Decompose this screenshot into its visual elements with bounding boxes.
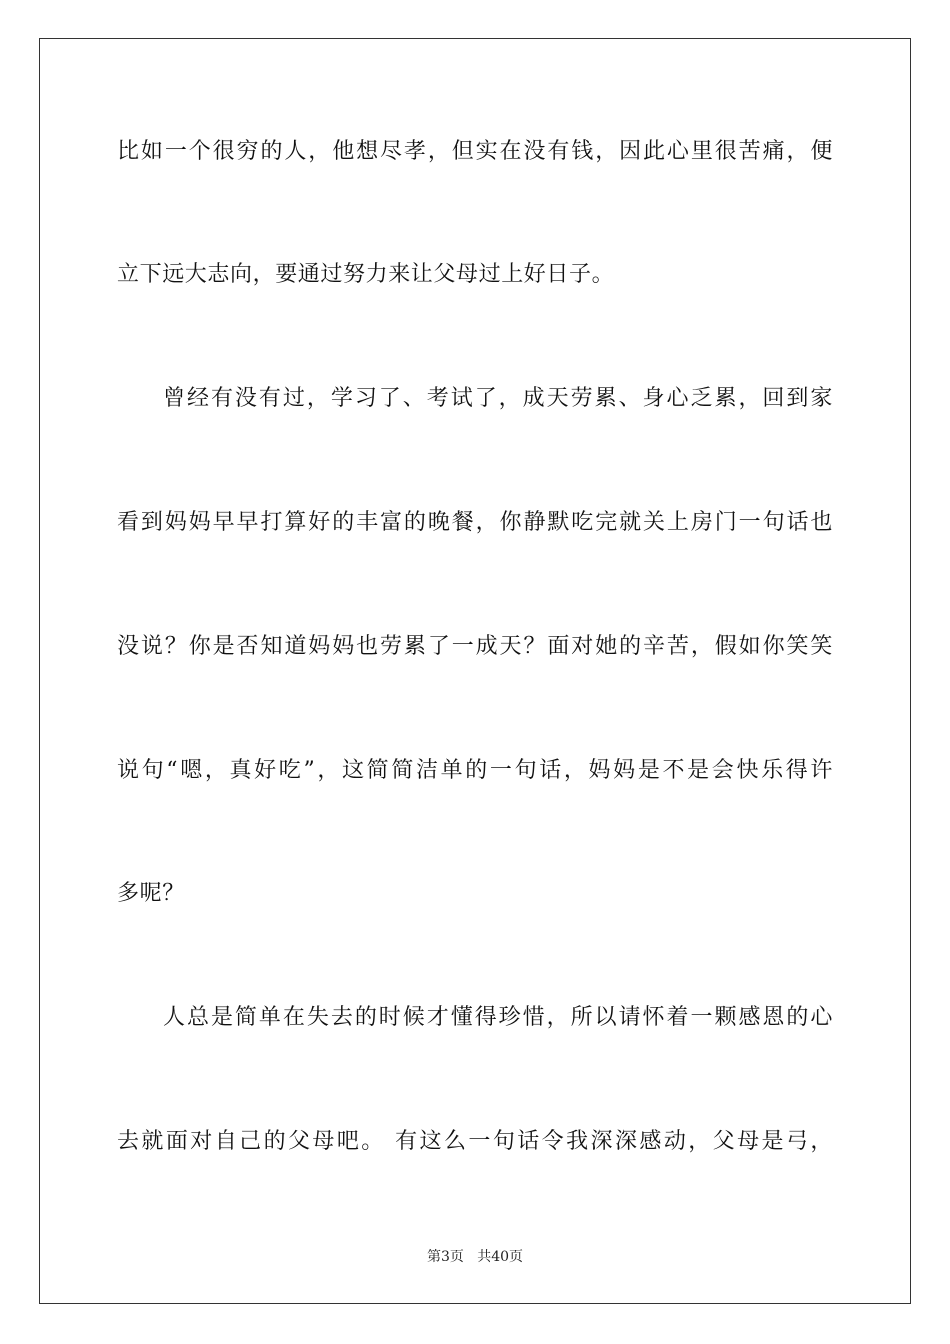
paragraph-line: 看到妈妈早早打算好的丰富的晚餐，你静默吃完就关上房门一句话也: [117, 510, 833, 535]
paragraph-line: 人总是简单在失去的时候才懂得珍惜，所以请怀着一颗感恩的心: [163, 1005, 833, 1030]
paragraph-line: 立下远大志向，要通过努力来让父母过上好日子。: [117, 262, 615, 287]
page-number-footer: 第3页 共40页: [426, 1249, 524, 1265]
paragraph-line: 曾经有没有过，学习了、考试了，成天劳累、身心乏累，回到家: [163, 386, 833, 411]
paragraph-line: 没说？你是否知道妈妈也劳累了一成天？面对她的辛苦，假如你笑笑: [117, 634, 833, 659]
paragraph-line: 去就面对自己的父母吧。 有这么一句话令我深深感动，父母是弓，: [117, 1129, 833, 1154]
paragraph-line: 说句“嗯，真好吃”，这简简洁单的一句话，妈妈是不是会快乐得许: [117, 758, 833, 783]
page-border: [39, 38, 911, 1304]
paragraph-line: 比如一个很穷的人，他想尽孝，但实在没有钱，因此心里很苦痛，便: [117, 139, 833, 164]
paragraph-line: 多呢？: [117, 881, 185, 906]
